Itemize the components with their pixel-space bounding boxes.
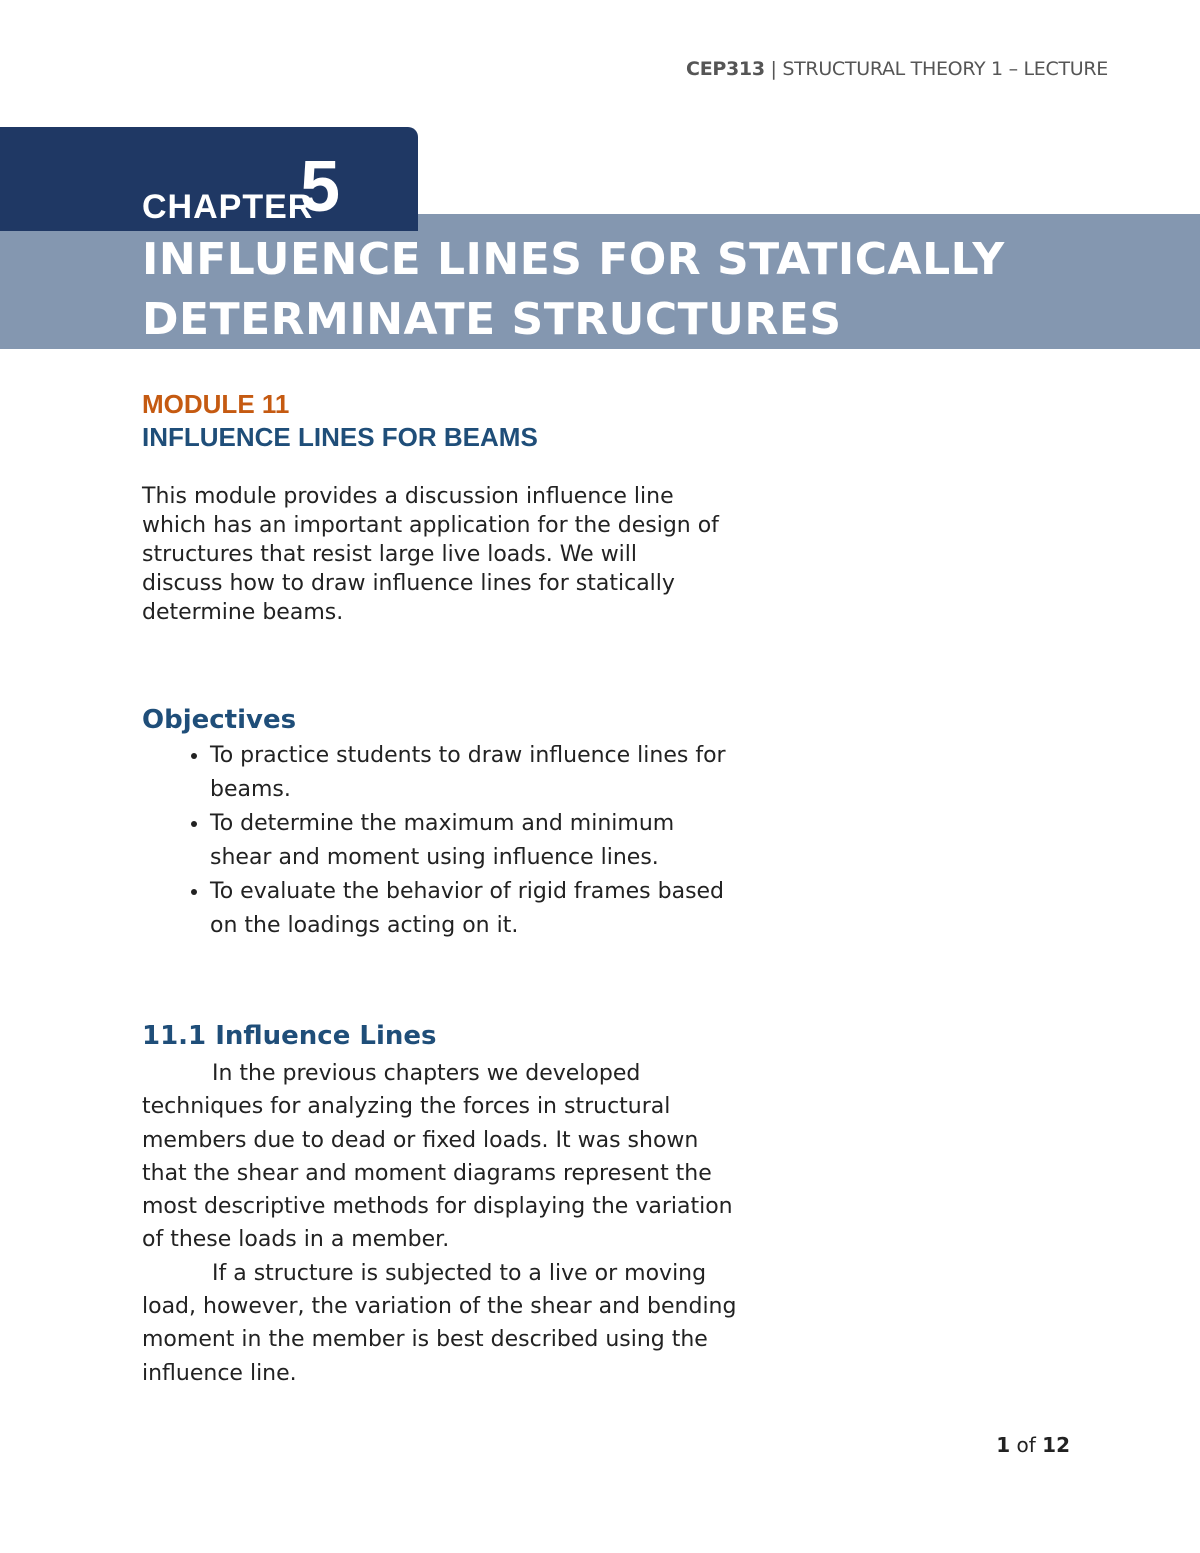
page-of: of [1016, 1433, 1036, 1457]
chapter-label: CHAPTER [142, 188, 314, 226]
section-paragraph: If a structure is subjected to a live or moving load, however, the variation of the shear and bending moment in the member is best described using the influence line. [142, 1260, 737, 1386]
list-item: • To determine the maximum and minimum shear and moment using influence lines. [210, 807, 742, 875]
section-heading: 11.1 Influence Lines [142, 1021, 437, 1051]
module-title: INFLUENCE LINES FOR BEAMS [142, 422, 538, 452]
page-total: 12 [1042, 1433, 1070, 1457]
module-number: MODULE 11 [142, 389, 290, 419]
page-number [996, 1433, 1070, 1457]
chapter-title: INFLUENCE LINES FOR STATICALLY DETERMINATE STRUCTURES [142, 234, 1005, 345]
section-paragraph: In the previous chapters we developed techniques for analyzing the forces in structural members due to dead or fixed loads. It was shown that the shear and moment diagrams represent the most descriptive methods for displaying the variation of these loads in a member. [142, 1061, 733, 1253]
list-item: • To evaluate the behavior of rigid frames based on the loadings acting on it. [210, 875, 742, 943]
list-item: • To practice students to draw influence lines for beams. [210, 739, 742, 807]
course-title: STRUCTURAL THEORY 1 – LECTURE [782, 58, 1108, 80]
objectives-list [142, 739, 742, 943]
page-content [142, 388, 742, 1390]
header-separator: | [764, 58, 783, 80]
page-current: 1 [996, 1433, 1011, 1457]
chapter-number: 5 [300, 147, 341, 227]
module-intro: This module provides a discussion influence line which has an important application for the design of structures that resist large live loads. We will discuss how to draw influence lines for statically determine beams. [142, 484, 719, 625]
page-header [686, 58, 1108, 80]
objectives-heading: Objectives [142, 705, 297, 735]
course-code: CEP313 [686, 58, 765, 80]
chapter-title-band [0, 214, 1200, 349]
